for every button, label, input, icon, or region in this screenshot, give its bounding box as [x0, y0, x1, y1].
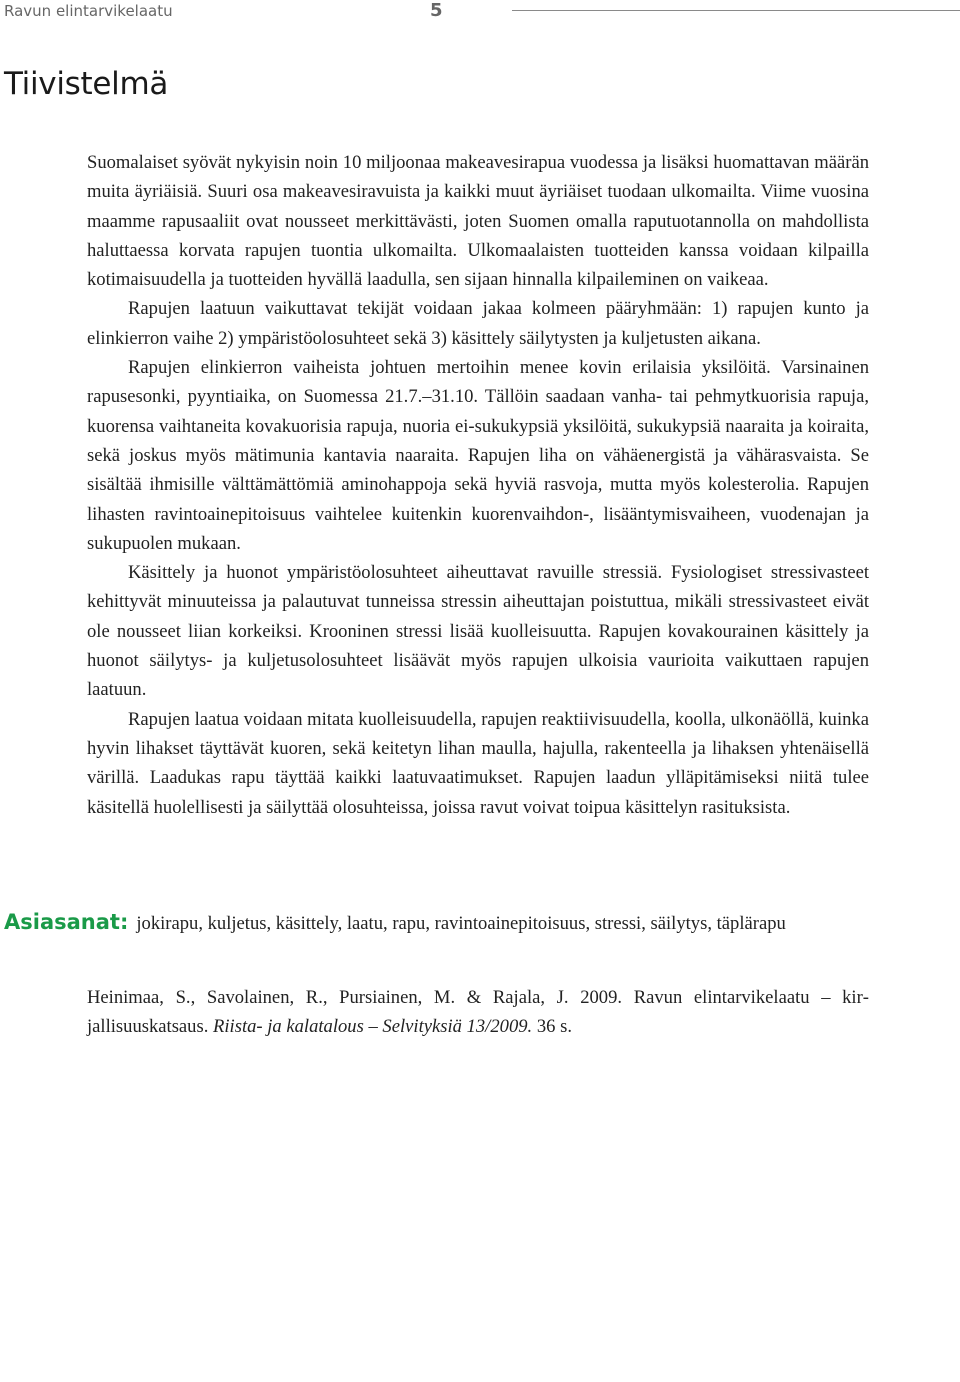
page-number: 5: [430, 0, 443, 21]
citation-pages: 36 s.: [536, 1016, 572, 1038]
section-title: Tiivistelmä: [4, 66, 169, 102]
citation-authors-title: Heinimaa, S., Savolainen, R., Pursiainen, M. & Rajala, J. 2009. Ravun elintarvikelaatu – kirjallisuuskatsaus.: [87, 987, 869, 1038]
citation-series: Riista- ja kalatalous – Selvityksiä 13/2009.: [213, 1016, 533, 1038]
abstract-paragraph: Käsittely ja huonot ympäristöolosuhteet aiheuttavat ravuille stressiä. Fysiologiset stressivasteet kehittyvät minuuteissa ja palautuvat tunneissa stressin aiheuttajan poistuttua, mikäli stressivasteet eivät ole nousseet liian korkeiksi. Krooninen stressi lisää kuolleisuutta. Rapujen kovakourainen käsittely ja huonot säilytys- ja kuljetusolosuhteet lisäävät myös rapujen ulkoisia vaurioita vaikuttaen rapujen laatuun.: [87, 562, 869, 701]
running-title: Ravun elintarvikelaatu: [4, 2, 173, 20]
header-rule: [512, 10, 960, 11]
citation: [87, 983, 869, 1042]
abstract-paragraph: Rapujen laatua voidaan mitata kuolleisuudella, rapujen reaktiivisuudella, koolla, ulkonäöllä, kuinka hyvin lihakset täyttävät kuoren, sekä keitetyn lihan maulla, hajulla, rakenteella ja lihaksen yhtenäisellä värillä. Laadukas rapu täyttää kaikki laatuvaatimukset. Rapujen laadun ylläpitämiseksi niitä tulee käsitellä huolellisesti ja säilyttää olosuhteissa, joissa ravut voivat toipua käsittelyn rasituksista.: [87, 708, 869, 818]
keywords-line: [4, 910, 924, 935]
abstract-paragraph: Rapujen laatuun vaikuttavat tekijät voidaan jakaa kolmeen pääryhmään: 1) rapujen kunto ja elinkierron vaihe 2) ympäristöolosuhteet sekä 3) käsittely säilytysten ja kuljetusten aikana.: [87, 298, 869, 349]
abstract-body: [87, 148, 869, 822]
abstract-paragraph: Suomalaiset syövät nykyisin noin 10 miljoonaa makeavesirapua vuodessa ja lisäksi huomattavan määrän muita äyriäisiä. Suuri osa makeavesiravuista ja kaikki muut äyriäiset tuodaan ulkomailta. Viime vuosina maamme rapusaaliit ovat nousseet merkittävästi, joten Suomen omalla raputuotannolla on mahdollista haluttaessa korvata rapujen tuontia ulkomailta. Ulkomaalaisten tuotteiden kanssa voidaan kilpailla kotimaisuudella ja tuotteiden hyvällä laadulla, sen sijaan hinnalla kilpaileminen on vaikeaa.: [87, 152, 869, 291]
keywords-label: Asiasanat:: [4, 910, 129, 934]
abstract-paragraph: Rapujen elinkierron vaiheista johtuen mertoihin menee kovin erilaisia yksilöitä. Varsinainen rapusesonki, pyyntiaika, on Suomessa 21.7.–31.10. Tällöin saadaan vanha- tai pehmytkuorisia rapuja, kuorensa vaihtaneita kovakuorisia rapuja, nuoria ei-sukukypsiä yksilöitä, sukukypsiä naaraita ja koiraita, sekä joskus myös mätimunia kantavia naaraita. Rapujen liha on vähäenergistä ja vähärasvaista. Se sisältää ihmisille välttämättömiä aminohappoja sekä hyviä rasvoja, mutta myös kolesterolia. Rapujen lihasten ravintoainepitoisuus vaihtelee kuitenkin kuorenvaihdon-, lisääntymisvaiheen, vuodenajan ja sukupuolen mukaan.: [87, 357, 869, 554]
keywords-list: jokirapu, kuljetus, käsittely, laatu, rapu, ravintoainepitoisuus, stressi, säilytys, täplärapu: [136, 913, 786, 934]
